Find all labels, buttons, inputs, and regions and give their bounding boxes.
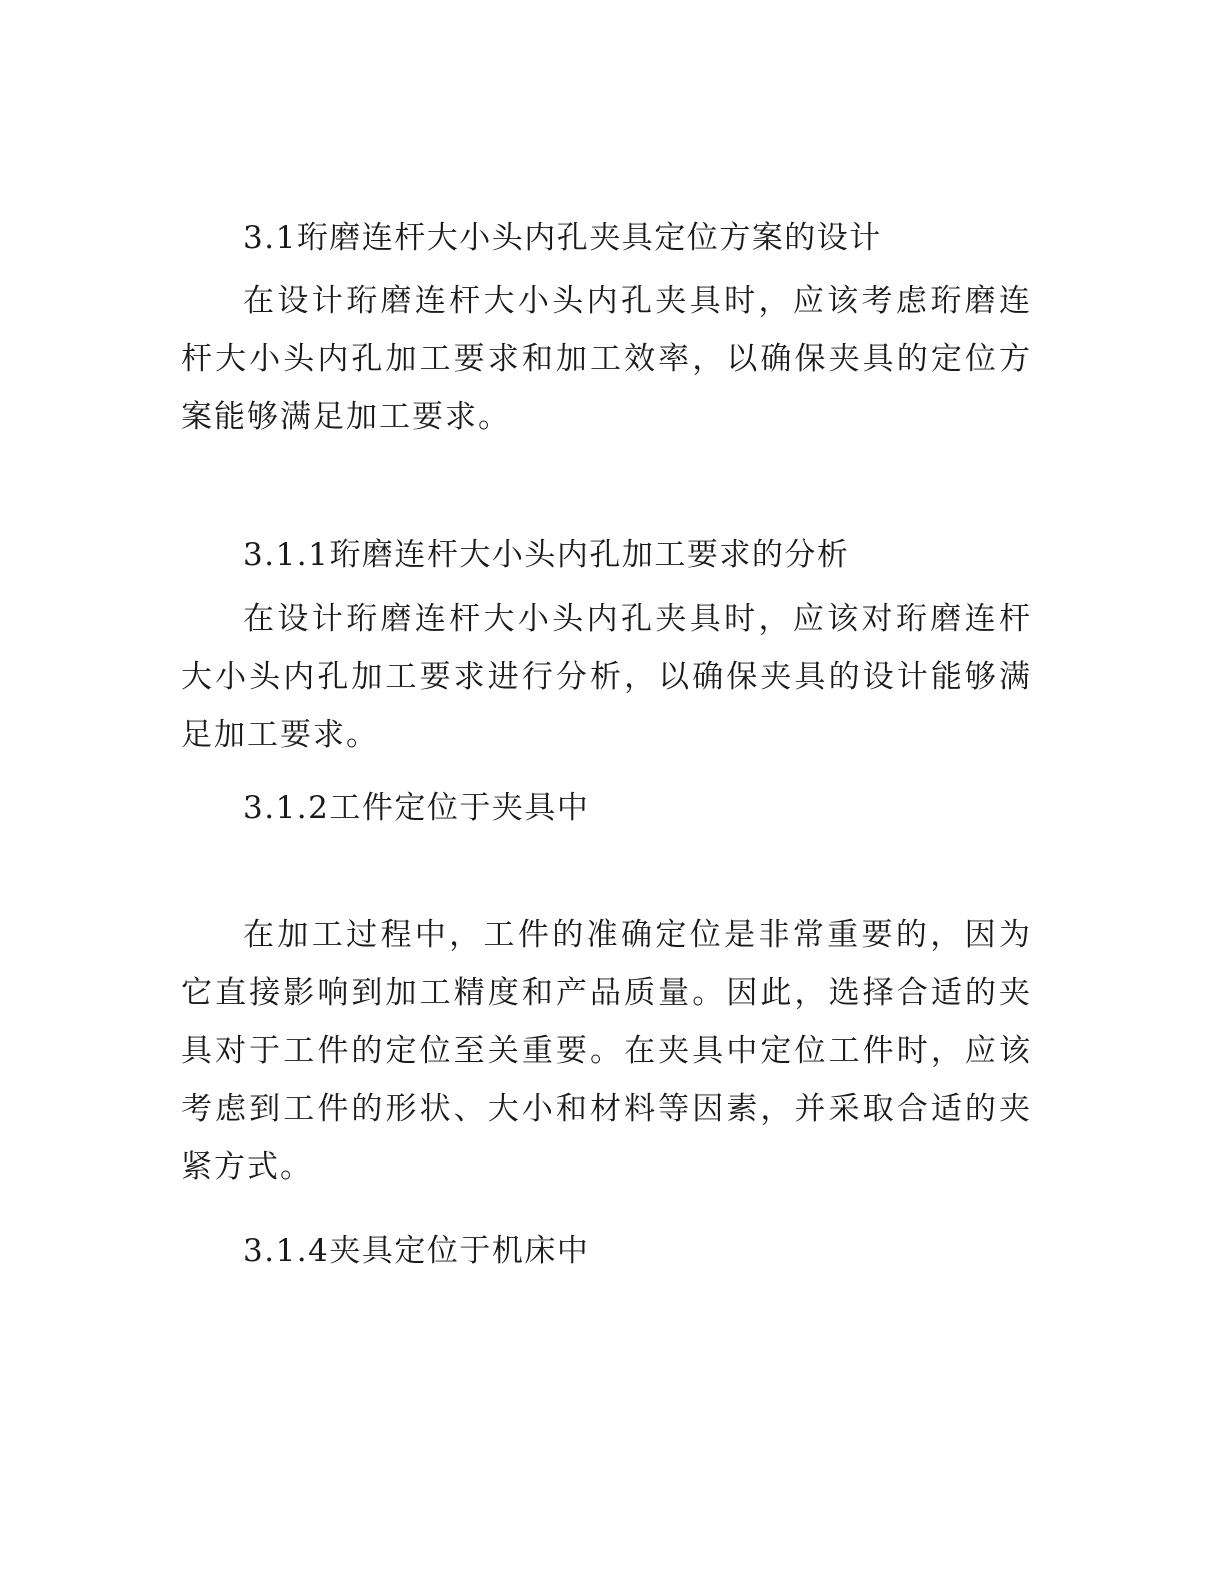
paragraph-text: 在加工过程中，工件的准确定位是非常重要的，因为它直接影响到加工精度和产品质量。因此，选择合适的夹具对于工件的定位至关重要。在夹具中定位工件时，应该考虑到工件的形状、大小和材料等因素，并采取合适的夹紧方式。: [181, 917, 1032, 1185]
section-heading-3-1: 3.1珩磨连杆大小头内孔夹具定位方案的设计: [243, 220, 882, 256]
section-heading-3-1-1: 3.1.1珩磨连杆大小头内孔加工要求的分析: [243, 537, 850, 573]
paragraph-text: 在设计珩磨连杆大小头内孔夹具时，应该对珩磨连杆大小头内孔加工要求进行分析，以确保夹具的设计能够满足加工要求。: [181, 601, 1032, 753]
paragraph-text: 在设计珩磨连杆大小头内孔夹具时，应该考虑珩磨连杆大小头内孔加工要求和加工效率，以确保夹具的定位方案能够满足加工要求。: [181, 283, 1032, 435]
section-paragraph-3-1-1: [181, 590, 1032, 764]
section-paragraph-3-1-2: [181, 906, 1032, 1196]
section-paragraph-3-1: [181, 272, 1032, 446]
section-heading-3-1-4: 3.1.4夹具定位于机床中: [243, 1233, 590, 1269]
section-heading-3-1-2: 3.1.2工件定位于夹具中: [243, 790, 590, 826]
